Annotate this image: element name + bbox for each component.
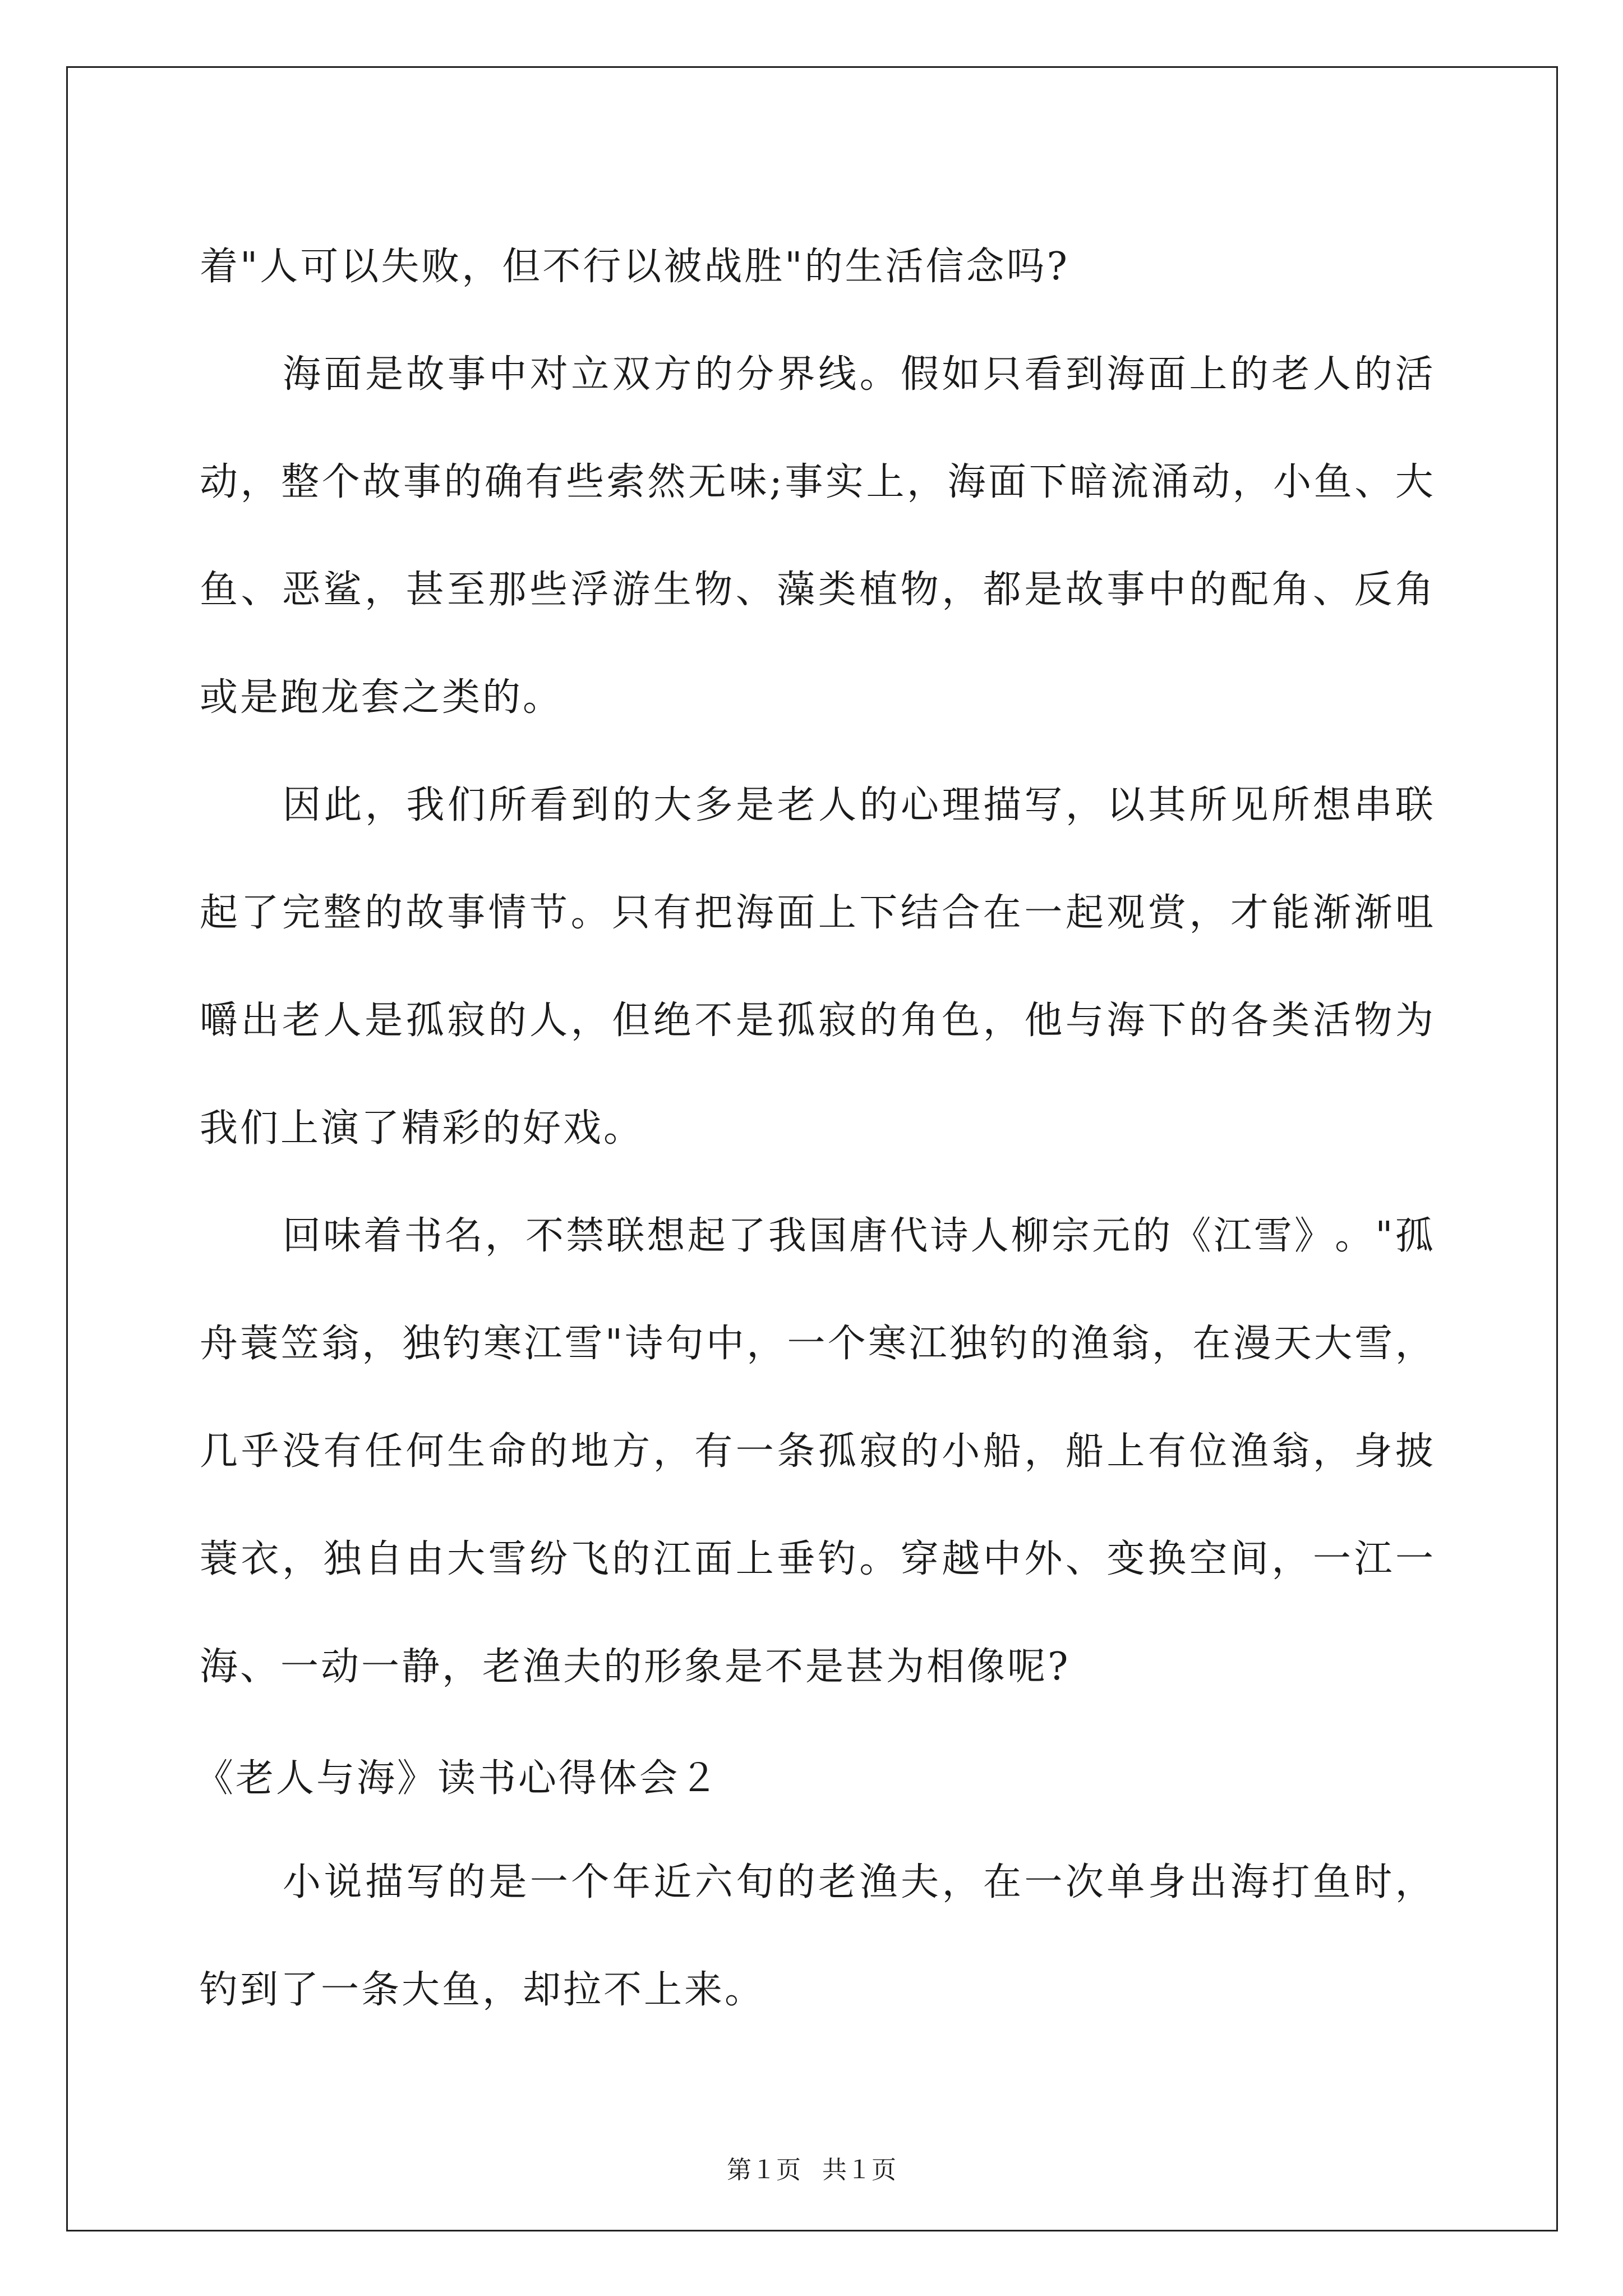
text-line: 因 此 ， 我 们 所 看 到 的 大 多 是 老 人 的 心 理 描 写 ， 以 其 所 见 所 想 串 联 (283, 783, 1433, 827)
text-line: 鱼 、 恶 鲨 ， 甚 至 那 些 浮 游 生 物 、 藻 类 植 物 ， 都 是 故 事 中 的 配 角 、 反 角 (200, 568, 1433, 612)
text-line: 几 乎 没 有 任 何 生 命 的 地 方 ， 有 一 条 孤 寂 的 小 船 ， 船 上 有 位 渔 翁 ， 身 披 (200, 1429, 1433, 1474)
text-line: 蓑 衣 ， 独 自 由 大 雪 纷 飞 的 江 面 上 垂 钓 。 穿 越 中 外 、 变 换 空 间 ， 一 江 一 (200, 1537, 1433, 1581)
text-line: 嚼 出 老 人 是 孤 寂 的 人 ， 但 绝 不 是 孤 寂 的 角 色 ， 他 与 海 下 的 各 类 活 物 为 (200, 999, 1433, 1043)
text-line: 舟 蓑 笠 翁 ， 独 钓 寒 江 雪 " 诗 句 中 ， 一 个 寒 江 独 钓 的 渔 翁 ， 在 漫 天 大 雪 ， (200, 1322, 1433, 1366)
text-line: 或是跑龙套之类的。 (200, 675, 564, 720)
text-line: 我们上演了精彩的好戏。 (200, 1106, 644, 1151)
text-line: 着"人可以失败，但不行以被战胜"的生活信念吗? (200, 245, 1070, 289)
page-number: 第１页 (727, 2156, 801, 2184)
document-body (195, 213, 1433, 2044)
page-total: 共１页 (822, 2156, 896, 2184)
text-line: 海 面 是 故 事 中 对 立 双 方 的 分 界 线 。 假 如 只 看 到 海 面 上 的 老 人 的 活 (283, 352, 1433, 397)
text-line: 起 了 完 整 的 故 事 情 节 。 只 有 把 海 面 上 下 结 合 在 一 起 观 赏 ， 才 能 渐 渐 咀 (200, 891, 1433, 935)
text-line: 海、一动一静，老渔夫的形象是不是甚为相像呢? (200, 1645, 1071, 1689)
text-line: 钓到了一条大鱼，却拉不上来。 (200, 1968, 766, 2012)
text-line: 小 说 描 写 的 是 一 个 年 近 六 旬 的 老 渔 夫 ， 在 一 次 单 身 出 海 打 鱼 时 ， (283, 1860, 1433, 1904)
text-line: 回 味 着 书 名 ， 不 禁 联 想 起 了 我 国 唐 代 诗 人 柳 宗 元 的 《 江 雪 》 。 " 孤 (283, 1214, 1433, 1258)
section-heading: 《老人与海》读书心得体会２ (195, 1756, 721, 1801)
page-footer (0, 2150, 1623, 2185)
text-line: 动 ， 整 个 故 事 的 确 有 些 索 然 无 味 ; 事 实 上 ， 海 面 下 暗 流 涌 动 ， 小 鱼 、 大 (200, 460, 1433, 504)
